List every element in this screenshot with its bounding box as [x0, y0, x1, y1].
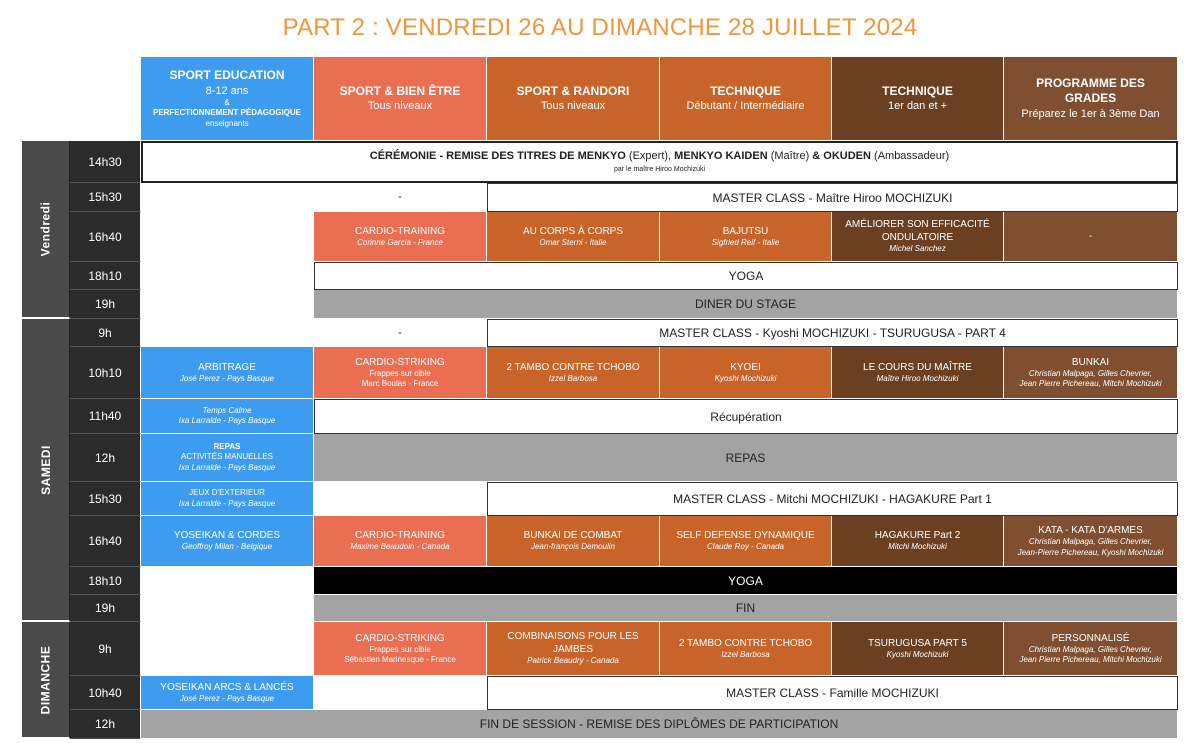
session-title: BUNKAI DE COMBAT	[523, 530, 623, 542]
master-class-banner: MASTER CLASS - Famille MOCHIZUKI	[487, 676, 1178, 710]
yoga-banner: YOGA	[314, 567, 1178, 595]
session-instructor: Izzel Barbosa	[721, 649, 770, 659]
session-cell	[832, 516, 1004, 567]
time-cell: 11h40	[70, 399, 141, 434]
empty-dash: -	[314, 183, 487, 212]
master-class-banner: MASTER CLASS - Maître Hiroo MOCHIZUKI	[487, 183, 1178, 212]
yoga-banner: YOGA	[314, 262, 1178, 290]
session-title: CARDIO-STRIKING	[355, 632, 445, 644]
time-cell: 14h30	[70, 141, 141, 183]
session-cell	[314, 622, 487, 676]
ceremony-bold-3: & OKUDEN	[812, 150, 871, 163]
session-title: CARDIO-TRAINING	[355, 225, 445, 237]
header-title: SPORT EDUCATION	[169, 67, 285, 82]
session-title: 2 TAMBO CONTRE TCHOBO	[506, 361, 640, 373]
session-cell	[832, 347, 1004, 399]
session-instructor: Kyoshi Mochizuki	[886, 649, 949, 659]
header-technique-dan	[832, 57, 1004, 141]
session-title-1: COMBINAISONS POUR LES	[507, 631, 639, 643]
header-programme-grades	[1004, 57, 1178, 141]
recuperation-banner: Récupération	[314, 399, 1178, 434]
session-title: JEUX D'EXTERIEUR	[189, 488, 265, 498]
header-title: SPORT & BIEN ÊTRE	[339, 83, 461, 98]
ceremony-normal-1: (Expert),	[625, 150, 675, 163]
header-sub: Tous niveaux	[540, 100, 606, 113]
header-technique-debutant	[660, 57, 832, 141]
session-title: PERSONNALISÉ	[1051, 632, 1130, 644]
session-instructor: Geoffroy Milan - Belgique	[181, 542, 273, 552]
session-title: AU CORPS À CORPS	[522, 225, 624, 237]
session-cell	[487, 347, 660, 399]
time-cell: 18h10	[70, 262, 141, 290]
time-cell: 15h30	[70, 482, 141, 516]
ceremony-bold-1: CÉRÉMONIE - REMISE DES TITRES DE MENKYO	[369, 150, 626, 163]
session-instructor-1: Christian Malpaga, Gilles Chevrier,	[1028, 537, 1153, 547]
time-cell: 9h	[70, 319, 141, 347]
session-title: KYOEI	[730, 361, 761, 373]
session-instructor: Ixa Larralde - Pays Basque	[178, 498, 276, 508]
session-cell	[1004, 212, 1178, 262]
session-cell	[141, 434, 314, 482]
session-cell	[141, 482, 314, 516]
time-cell: 12h	[70, 710, 141, 739]
session-instructor: Patrick Beaudry - Canada	[527, 656, 619, 666]
session-title: ARBITRAGE	[198, 361, 256, 373]
session-instructor: Kyoshi Mochizuki	[714, 373, 777, 383]
header-sub: Débutant / Intermédiaire	[686, 100, 805, 113]
session-dash: -	[1088, 231, 1093, 242]
session-cell	[314, 516, 487, 567]
session-instructor: Omar Sterni - Italie	[539, 237, 607, 247]
session-instructor-1: Christian Malpaga, Gilles Chevrier,	[1028, 368, 1153, 378]
session-instructor: Izzel Barbosa	[548, 373, 598, 383]
session-instructor-2: Jean-Pierre Pichereau, Kyoshi Mochizuki	[1017, 547, 1164, 557]
header-sub: Tous niveaux	[367, 100, 433, 113]
session-note: Frappes sur cible	[369, 368, 431, 378]
ceremony-normal-2: (Maître)	[767, 150, 813, 163]
session-title: SELF DEFENSE DYNAMIQUE	[676, 530, 815, 542]
session-title-2: JAMBES	[552, 644, 593, 656]
empty-dash: -	[314, 319, 487, 347]
session-instructor: Marc Boulas - France	[361, 379, 439, 388]
session-title: YOSEIKAN ARCS & LANCÉS	[160, 681, 294, 693]
session-instructor-1: Christian Malpaga, Gilles Chevrier,	[1028, 644, 1153, 654]
time-cell: 19h	[70, 290, 141, 319]
session-cell	[832, 622, 1004, 676]
day-label-vendredi	[22, 141, 70, 319]
fin-session-banner: FIN DE SESSION - REMISE DES DIPLÔMES DE PARTICIPATION	[141, 710, 1178, 739]
time-cell: 16h40	[70, 212, 141, 262]
header-title-2: GRADES	[1064, 91, 1117, 106]
time-cell: 19h	[70, 595, 141, 622]
session-cell	[487, 516, 660, 567]
session-title-1: AMÉLIORER SON EFFICACITÉ	[845, 219, 990, 231]
session-instructor: Maxime Beaudoin - Canada	[350, 542, 450, 552]
session-title-2: ONDULATOIRE	[881, 232, 954, 244]
session-note: Frappes sur cible	[369, 644, 431, 654]
ceremony-sub: par le maître Hiroo Mochizuki	[613, 165, 706, 173]
session-cell	[487, 622, 660, 676]
session-title: TSURUGUSA PART 5	[868, 637, 967, 649]
session-instructor: Sébastien Marinesque - France	[344, 655, 456, 664]
session-title: KATA - KATA D'ARMES	[1038, 525, 1143, 537]
ceremony-normal-3: (Ambassadeur)	[870, 150, 950, 163]
session-title-1: REPAS	[213, 441, 241, 451]
header-sub: enseignants	[205, 118, 249, 128]
master-class-banner: MASTER CLASS - Mitchi MOCHIZUKI - HAGAKURE Part 1	[487, 482, 1178, 516]
session-instructor: José Perez - Pays Basque	[179, 693, 275, 703]
page-title: PART 2 : VENDREDI 26 AU DIMANCHE 28 JUILLET 2024	[282, 14, 918, 41]
session-title: Temps Calme	[202, 405, 252, 415]
session-title: YOSEIKAN & CORDES	[173, 530, 281, 542]
header-title: TECHNIQUE	[710, 83, 781, 98]
repas-banner: REPAS	[314, 434, 1178, 482]
day-label-dimanche	[22, 622, 70, 739]
session-instructor: José Perez - Pays Basque	[179, 373, 275, 383]
header-sub: 1er dan et +	[887, 100, 948, 113]
header-sport-randori	[487, 57, 660, 141]
session-cell	[660, 212, 832, 262]
session-cell	[1004, 516, 1178, 567]
header-amp: &	[224, 97, 230, 107]
session-instructor: Maître Hiroo Mochizuki	[876, 373, 959, 383]
session-cell	[832, 212, 1004, 262]
header-title-1: PROGRAMME DES	[1036, 75, 1145, 90]
session-cell	[660, 347, 832, 399]
session-cell	[314, 347, 487, 399]
session-cell	[1004, 347, 1178, 399]
ceremony-title	[370, 149, 949, 164]
session-instructor: Mitchi Mochizuki	[888, 542, 947, 552]
session-instructor: Ixa Larralde - Pays Basque	[178, 416, 276, 425]
session-cell	[141, 676, 314, 710]
session-title: CARDIO-STRIKING	[355, 356, 445, 368]
diner-banner: DINER DU STAGE	[314, 290, 1178, 319]
day-text: DIMANCHE	[38, 645, 53, 714]
session-title: HAGAKURE Part 2	[874, 530, 961, 542]
session-instructor: Jean-françois Demoulin	[530, 542, 616, 552]
session-instructor: Corinne Garcia - France	[357, 237, 443, 247]
fin-banner: FIN	[314, 595, 1178, 622]
header-extra: PERFECTIONNEMENT PÉDAGOGIQUE	[152, 108, 301, 118]
time-cell: 16h40	[70, 516, 141, 567]
time-cell: 12h	[70, 434, 141, 482]
session-title: CARDIO-TRAINING	[355, 530, 445, 542]
session-instructor-2: Jean Pierre Pichereau, Mitchi Mochizuki	[1019, 379, 1162, 388]
ceremony-bold-2: MENKYO KAIDEN	[674, 150, 768, 163]
session-cell	[660, 516, 832, 567]
time-cell: 10h10	[70, 347, 141, 399]
time-cell: 18h10	[70, 567, 141, 595]
session-instructor: Michel Sanchez	[889, 244, 946, 254]
session-title: BUNKAI	[1071, 356, 1110, 368]
header-sport-bien-etre	[314, 57, 487, 141]
ceremony-banner	[141, 141, 1178, 183]
header-sport-education	[141, 57, 314, 141]
session-cell	[141, 516, 314, 567]
session-cell	[314, 212, 487, 262]
session-cell	[141, 347, 314, 399]
header-title: TECHNIQUE	[882, 83, 953, 98]
time-cell: 10h40	[70, 676, 141, 710]
session-title-2: ACTIVITÉS MANUELLES	[180, 452, 274, 462]
session-instructor: Ixa Larralde - Pays Basque	[178, 462, 276, 472]
session-title: LE COURS DU MAÎTRE	[863, 361, 972, 373]
session-instructor-2: Jean Pierre Pichereau, Mitchi Mochizuki	[1019, 655, 1162, 664]
session-instructor: Sigfried Reif - Italie	[711, 237, 780, 247]
time-cell: 15h30	[70, 183, 141, 212]
session-title: 2 TAMBO CONTRE TCHOBO	[678, 637, 813, 649]
session-cell	[487, 212, 660, 262]
header-title: SPORT & RANDORI	[516, 83, 630, 98]
session-cell	[141, 399, 314, 434]
time-cell: 9h	[70, 622, 141, 676]
session-title: BAJUTSU	[722, 225, 769, 237]
day-text: SAMEDI	[38, 444, 53, 495]
session-cell	[660, 622, 832, 676]
day-text: Vendredi	[38, 201, 53, 257]
header-sub: Préparez le 1er à 3ème Dan	[1021, 107, 1160, 120]
session-cell	[1004, 622, 1178, 676]
day-label-samedi	[22, 319, 70, 622]
header-age: 8-12 ans	[205, 84, 249, 97]
session-instructor: Claude Roy - Canada	[707, 542, 784, 552]
master-class-banner: MASTER CLASS - Kyoshi MOCHIZUKI - TSURUGUSA - PART 4	[487, 319, 1178, 347]
